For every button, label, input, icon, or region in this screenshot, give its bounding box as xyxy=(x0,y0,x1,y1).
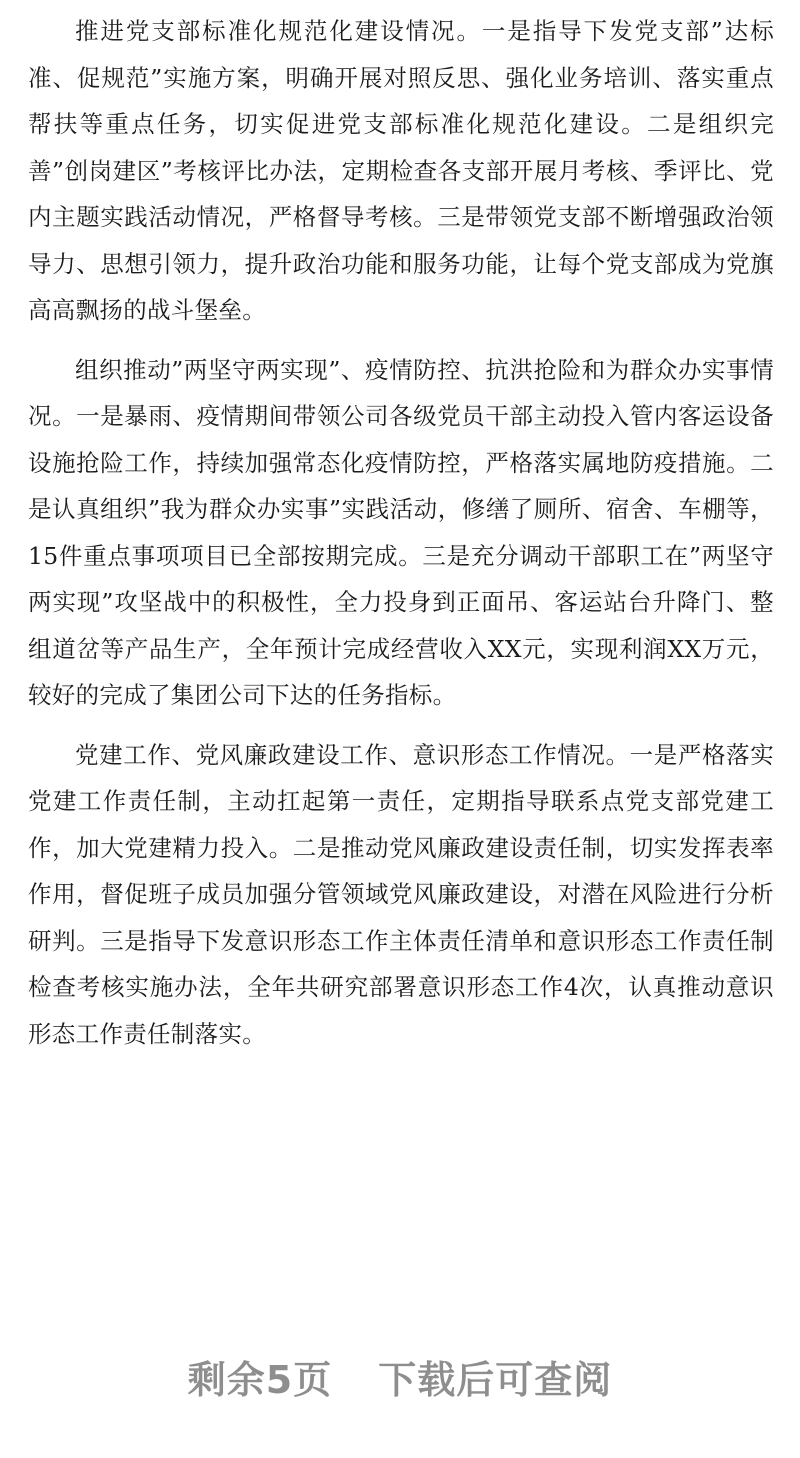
remaining-pages-label: 剩余5页 xyxy=(187,1358,333,1402)
paragraph-epidemic-flood-service: 组织推动”两坚守两实现”、疫情防控、抗洪抢险和为群众办实事情况。一是暴雨、疫情期间带领公司各级党员干部主动投入管内客运设备设施抢险工作，持续加强常态化疫情防控，严格落实属地防疫措施。二是认真组织”我为群众办实事”实践活动，修缮了厕所、宿舍、车棚等，15件重点事项项目已全部按期完成。三是充分调动干部职工在”两坚守两实现”攻坚战中的积极性，全力投身到正面吊、客运站台升降门、整组道岔等产品生产，全年预计完成经营收入XX元，实现利润XX万元，较好的完成了集团公司下达的任务指标。 xyxy=(28,355,774,709)
paragraph-branch-standardization: 推进党支部标准化规范化建设情况。一是指导下发党支部”达标准、促规范”实施方案，明确开展对照反思、强化业务培训、落实重点帮扶等重点任务，切实促进党支部标准化规范化建设。二是组织完善”创岗建区”考核评比办法，定期检查各支部开展月考核、季评比、党内主题实践活动情况，严格督导考核。三是带领党支部不断增强政治领导力、思想引领力，提升政治功能和服务功能，让每个党支部成为党旗高高飘扬的战斗堡垒。 xyxy=(28,17,774,324)
download-prompt-banner[interactable] xyxy=(0,1352,800,1408)
paragraph-party-building-ideology: 党建工作、党风廉政建设工作、意识形态工作情况。一是严格落实党建工作责任制，主动扛起第一责任，定期指导联系点党支部党建工作，加大党建精力投入。二是推动党风廉政建设责任制，切实发挥表率作用，督促班子成员加强分管领域党风廉政建设，对潜在风险进行分析研判。三是指导下发意识形态工作主体责任清单和意识形态工作责任制检查考核实施办法，全年共研究部署意识形态工作4次，认真推动意识形态工作责任制落实。 xyxy=(28,740,774,1048)
download-to-view-label: 下载后可查阅 xyxy=(378,1358,613,1402)
document-body xyxy=(28,8,774,1070)
